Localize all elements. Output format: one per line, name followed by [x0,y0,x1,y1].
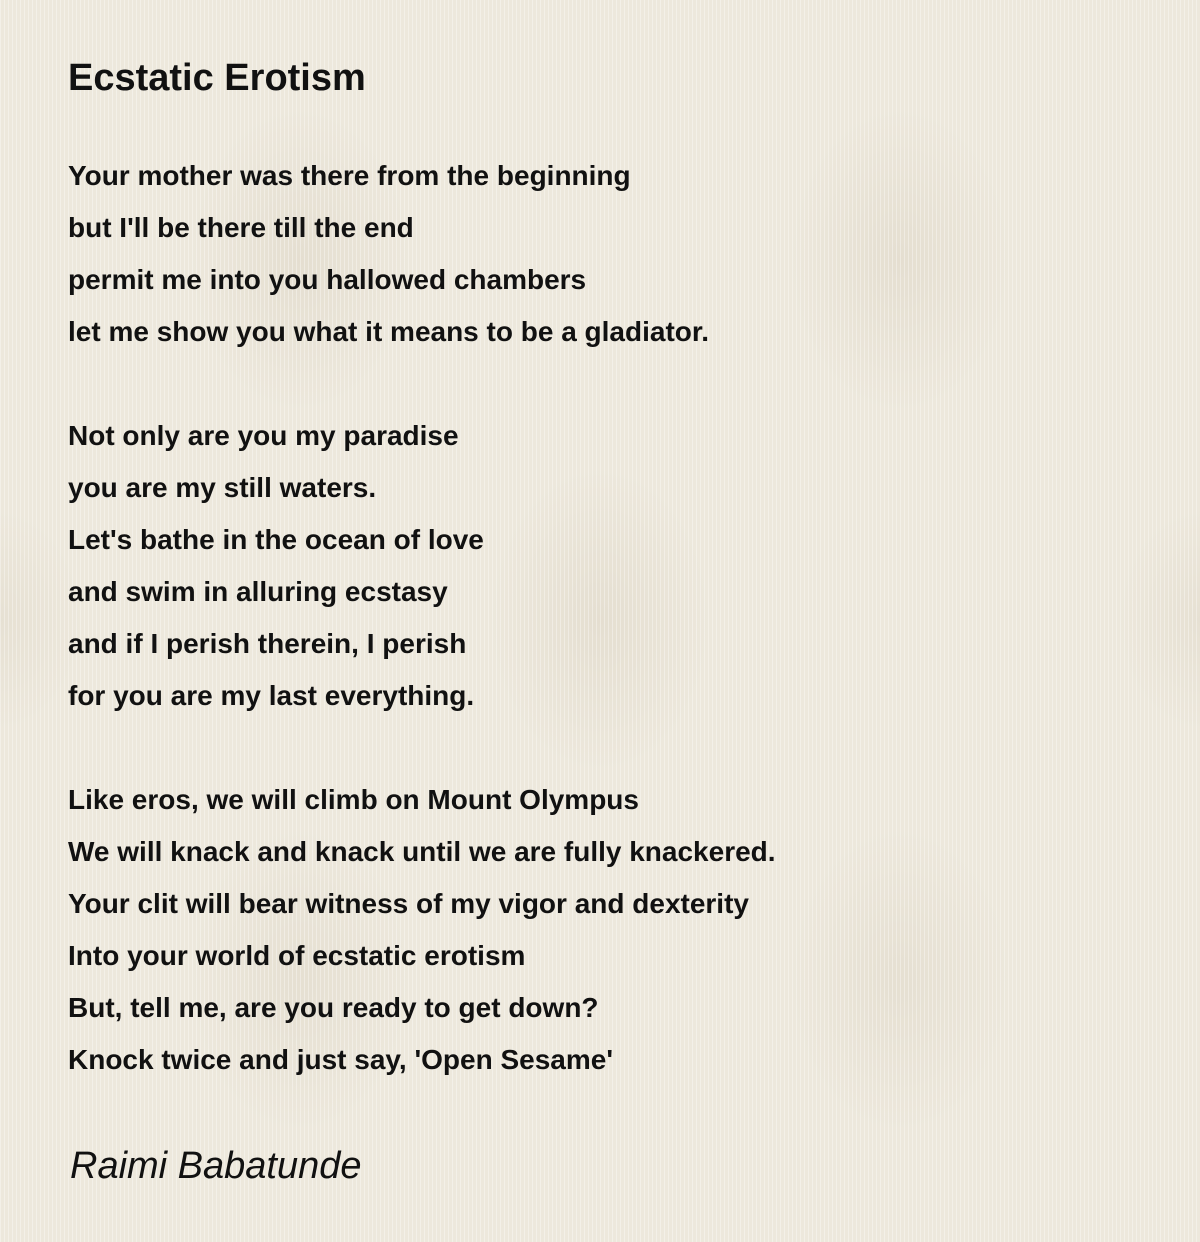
poem-line: for you are my last everything. [68,680,475,711]
poem-line: you are my still waters. [68,472,377,503]
poem-line: Knock twice and just say, 'Open Sesame' [68,1044,613,1075]
poem-line: permit me into you hallowed chambers [68,264,587,295]
poem-line: and if I perish therein, I perish [68,628,467,659]
poem-line: We will knack and knack until we are fully knackered. [68,836,776,867]
poem-line: Your clit will bear witness of my vigor and dexterity [68,888,749,919]
stanza-2 [68,410,1148,722]
poem-line: Not only are you my paradise [68,420,459,451]
poem-line: let me show you what it means to be a gladiator. [68,316,710,347]
poem-line: Like eros, we will climb on Mount Olympus [68,784,639,815]
poem-author: Raimi Babatunde [70,1145,362,1187]
poem-title: Ecstatic Erotism [68,57,366,99]
poem-line: but I'll be there till the end [68,212,414,243]
poem-line: and swim in alluring ecstasy [68,576,448,607]
stanza-1 [68,150,1148,358]
stanza-3 [68,774,1148,1086]
poem-line: Your mother was there from the beginning [68,160,631,191]
poem-line: Into your world of ecstatic erotism [68,940,526,971]
poem-line: But, tell me, are you ready to get down? [68,992,599,1023]
poem-line: Let's bathe in the ocean of love [68,524,484,555]
poem-body [68,150,1148,1138]
